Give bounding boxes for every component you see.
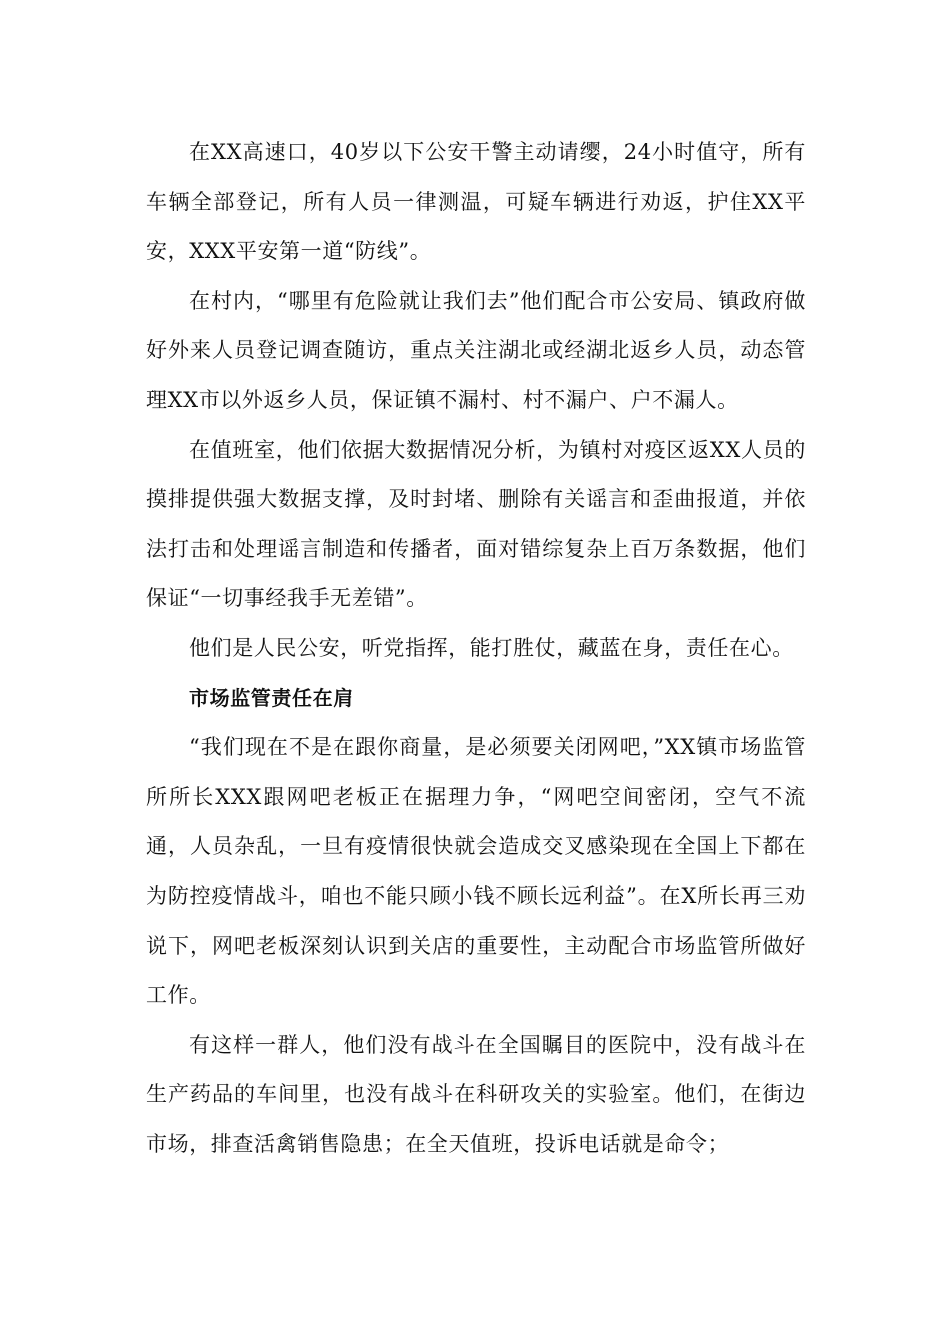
paragraph-market-workers: 有这样一群人，他们没有战斗在全国瞩目的医院中，没有战斗在生产药品的车间里，也没有战斗在科研攻关的实验室。他们，在街边市场，排查活禽销售隐患；在全天值班，投诉电话就是命令；: [146, 1032, 806, 1156]
paragraph-village: 在村内，“哪里有危险就让我们去”他们配合市公安局、镇政府做好外来人员登记调查随访，重点关注湖北或经湖北返乡人员，动态管理XX市以外返乡人员，保证镇不漏村、村不漏户、户不漏人。: [146, 288, 806, 412]
paragraph-duty-room: 在值班室，他们依据大数据情况分析，为镇村对疫区返XX人员的摸排提供强大数据支撑，及时封堵、删除有关谣言和歪曲报道，并依法打击和处理谣言制造和传播者，面对错综复杂上百万条数据，他们保证“一切事经我手无差错”。: [146, 437, 806, 611]
paragraph-highway-checkpoint: 在XX高速口，40岁以下公安干警主动请缨，24小时值守，所有车辆全部登记，所有人员一律测温，可疑车辆进行劝返，护住XX平安，XXX平安第一道“防线”。: [146, 140, 806, 264]
section-heading: 市场监管责任在肩: [189, 685, 354, 710]
paragraph-police-summary: 他们是人民公安，听党指挥，能打胜仗，藏蓝在身，责任在心。: [189, 635, 794, 660]
paragraph-internet-cafe: “我们现在不是在跟你商量，是必须要关闭网吧，”XX镇市场监管所所长XXX跟网吧老板正在据理力争，“网吧空间密闭，空气不流通，人员杂乱，一旦有疫情很快就会造成交叉感染现在全国上下都在为防控疫情战斗，咱也不能只顾小钱不顾长远利益”。在X所长再三劝说下，网吧老板深刻认识到关店的重要性，主动配合市场监管所做好工作。: [146, 735, 806, 1008]
document-body: [146, 128, 806, 1169]
